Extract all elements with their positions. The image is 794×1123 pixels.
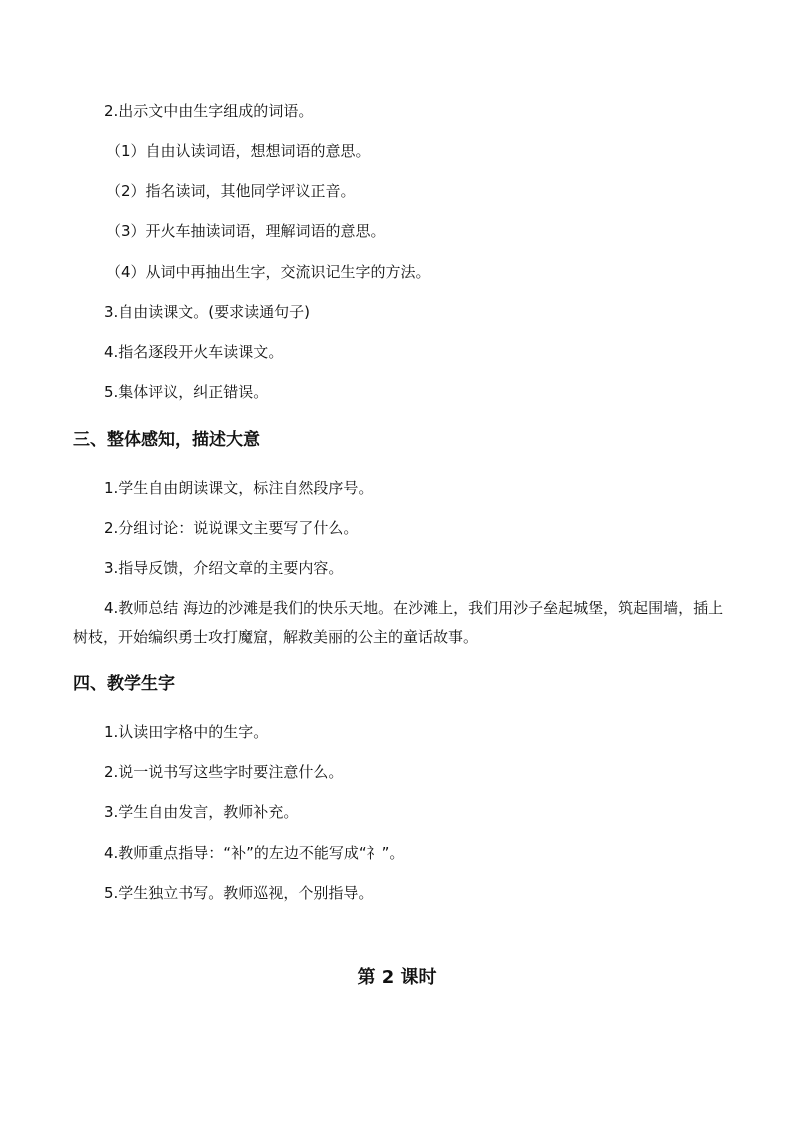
list-item: （2）指名读词，其他同学评议正音。 xyxy=(106,182,356,200)
list-item: 2.说一说书写这些字时要注意什么。 xyxy=(104,763,344,781)
list-item: 1.认读田字格中的生字。 xyxy=(104,723,269,741)
list-item: （3）开火车抽读词语，理解词语的意思。 xyxy=(106,222,386,240)
list-item: 2.出示文中由生字组成的词语。 xyxy=(104,102,314,120)
list-item: 3.自由读课文。(要求读通句子) xyxy=(104,303,311,321)
list-item: （1）自由认读词语，想想词语的意思。 xyxy=(106,142,371,160)
lesson-title: 第 2 课时 xyxy=(357,967,437,988)
section-heading: 三、整体感知，描述大意 xyxy=(73,430,260,450)
list-item: 5.学生独立书写。教师巡视，个别指导。 xyxy=(104,884,374,902)
list-item: 4.指名逐段开火车读课文。 xyxy=(104,343,284,361)
list-item: （4）从词中再抽出生字，交流识记生字的方法。 xyxy=(106,263,431,281)
summary-paragraph: 4.教师总结 海边的沙滩是我们的快乐天地。在沙滩上，我们用沙子垒起城堡，筑起围墙，插上树枝，开始编织勇士攻打魔窟，解救美丽的公主的童话故事。 xyxy=(73,599,724,646)
section-heading: 四、教学生字 xyxy=(73,674,175,694)
list-item: 2.分组讨论：说说课文主要写了什么。 xyxy=(104,519,359,537)
list-item: 1.学生自由朗读课文，标注自然段序号。 xyxy=(104,479,374,497)
list-item: 5.集体评议，纠正错误。 xyxy=(104,383,269,401)
list-item: 3.指导反馈，介绍文章的主要内容。 xyxy=(104,559,344,577)
list-item: 4.教师重点指导：“补”的左边不能写成“礻”。 xyxy=(104,844,405,862)
list-item: 3.学生自由发言，教师补充。 xyxy=(104,803,299,821)
